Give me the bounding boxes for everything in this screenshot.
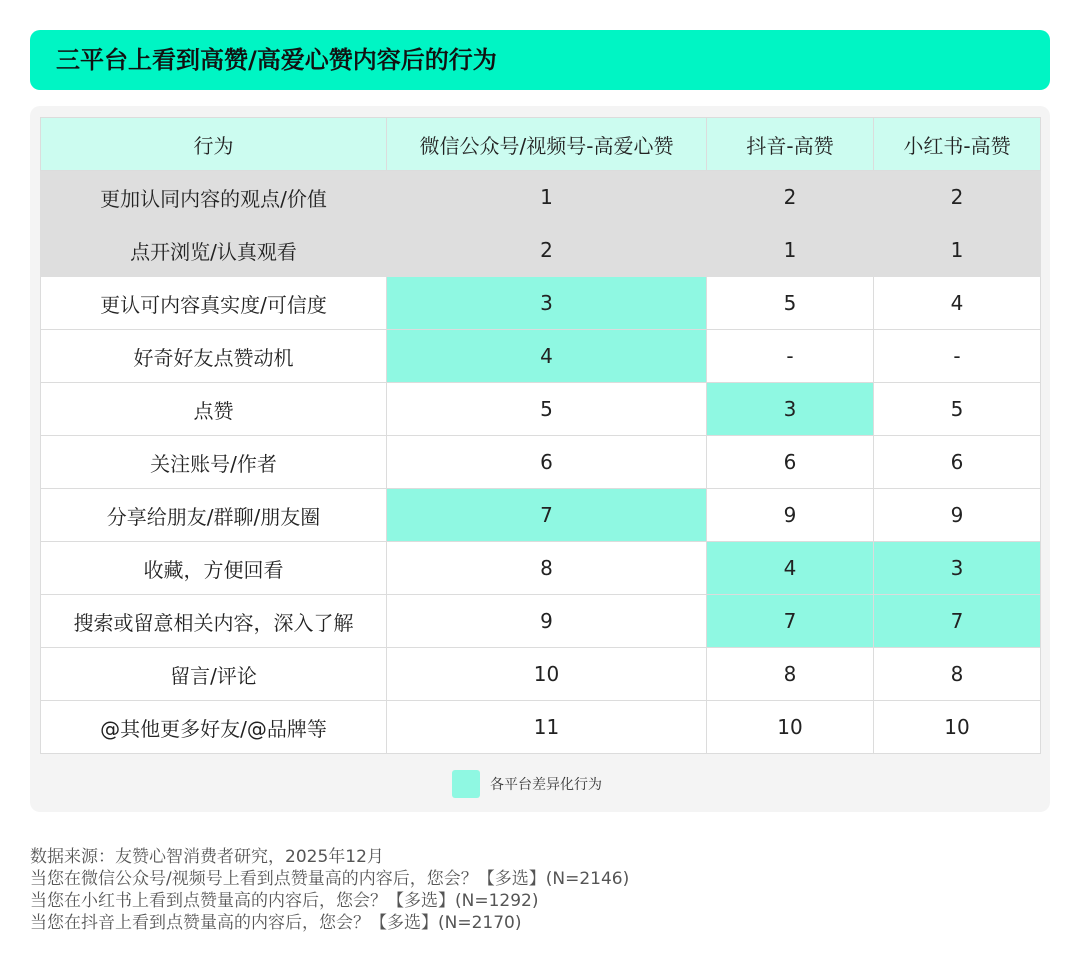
rank-cell: 5 <box>387 383 707 436</box>
header-row <box>41 118 1041 171</box>
behavior-label: 好奇好友点赞动机 <box>41 330 387 383</box>
rank-cell: 8 <box>707 648 874 701</box>
rank-cell: 8 <box>387 542 707 595</box>
behavior-label: 关注账号/作者 <box>41 436 387 489</box>
legend <box>452 770 602 798</box>
rank-cell: 10 <box>874 701 1041 754</box>
behavior-label: 收藏，方便回看 <box>41 542 387 595</box>
rank-cell: 9 <box>387 595 707 648</box>
rank-cell: 7 <box>707 595 874 648</box>
rank-cell: 6 <box>387 436 707 489</box>
table-row <box>41 277 1041 330</box>
rank-cell: - <box>707 330 874 383</box>
rank-cell: 1 <box>707 224 874 277</box>
rank-cell: 3 <box>387 277 707 330</box>
rank-cell: 8 <box>874 648 1041 701</box>
behavior-label: 分享给朋友/群聊/朋友圈 <box>41 489 387 542</box>
column-header: 行为 <box>41 118 387 171</box>
rank-cell: 6 <box>707 436 874 489</box>
rank-cell: 2 <box>387 224 707 277</box>
rank-cell: 7 <box>874 595 1041 648</box>
table-row <box>41 383 1041 436</box>
rank-cell: 6 <box>874 436 1041 489</box>
rank-cell: 3 <box>874 542 1041 595</box>
survey-note: 当您在小红书上看到点赞量高的内容后，您会？【多选】(N=1292) <box>30 891 539 911</box>
rank-cell: 9 <box>874 489 1041 542</box>
rank-cell: 10 <box>707 701 874 754</box>
rank-cell: 7 <box>387 489 707 542</box>
rank-cell: 4 <box>707 542 874 595</box>
behavior-label: 更认可内容真实度/可信度 <box>41 277 387 330</box>
survey-note: 当您在微信公众号/视频号上看到点赞量高的内容后，您会？【多选】(N=2146) <box>30 869 630 889</box>
page-title: 三平台上看到高赞/高爱心赞内容后的行为 <box>30 30 1050 90</box>
rank-cell: 2 <box>707 171 874 224</box>
rank-cell: 4 <box>387 330 707 383</box>
table-row <box>41 171 1041 224</box>
column-header: 抖音-高赞 <box>707 118 874 171</box>
rank-cell: 3 <box>707 383 874 436</box>
rank-cell: 5 <box>707 277 874 330</box>
behavior-label: @其他更多好友/@品牌等 <box>41 701 387 754</box>
table-row <box>41 224 1041 277</box>
behavior-label: 点开浏览/认真观看 <box>41 224 387 277</box>
source-note: 数据来源：友赞心智消费者研究，2025年12月 <box>30 847 384 867</box>
rank-cell: 11 <box>387 701 707 754</box>
table-row <box>41 648 1041 701</box>
table-row <box>41 436 1041 489</box>
rank-cell: 10 <box>387 648 707 701</box>
column-header: 小红书-高赞 <box>874 118 1041 171</box>
legend-swatch <box>452 770 480 798</box>
footnotes <box>30 846 629 934</box>
table-row <box>41 701 1041 754</box>
table-row <box>41 542 1041 595</box>
rank-cell: 9 <box>707 489 874 542</box>
behavior-label: 留言/评论 <box>41 648 387 701</box>
rank-cell: 4 <box>874 277 1041 330</box>
survey-note: 当您在抖音上看到点赞量高的内容后，您会？【多选】(N=2170) <box>30 913 522 933</box>
ranking-table <box>40 117 1041 754</box>
behavior-label: 点赞 <box>41 383 387 436</box>
rank-cell: 2 <box>874 171 1041 224</box>
table-row <box>41 330 1041 383</box>
table-row <box>41 489 1041 542</box>
rank-cell: 1 <box>387 171 707 224</box>
behavior-label: 搜索或留意相关内容，深入了解 <box>41 595 387 648</box>
legend-label: 各平台差异化行为 <box>490 777 602 793</box>
table-row <box>41 595 1041 648</box>
behavior-label: 更加认同内容的观点/价值 <box>41 171 387 224</box>
rank-cell: 1 <box>874 224 1041 277</box>
rank-cell: - <box>874 330 1041 383</box>
rank-cell: 5 <box>874 383 1041 436</box>
column-header: 微信公众号/视频号-高爱心赞 <box>387 118 707 171</box>
